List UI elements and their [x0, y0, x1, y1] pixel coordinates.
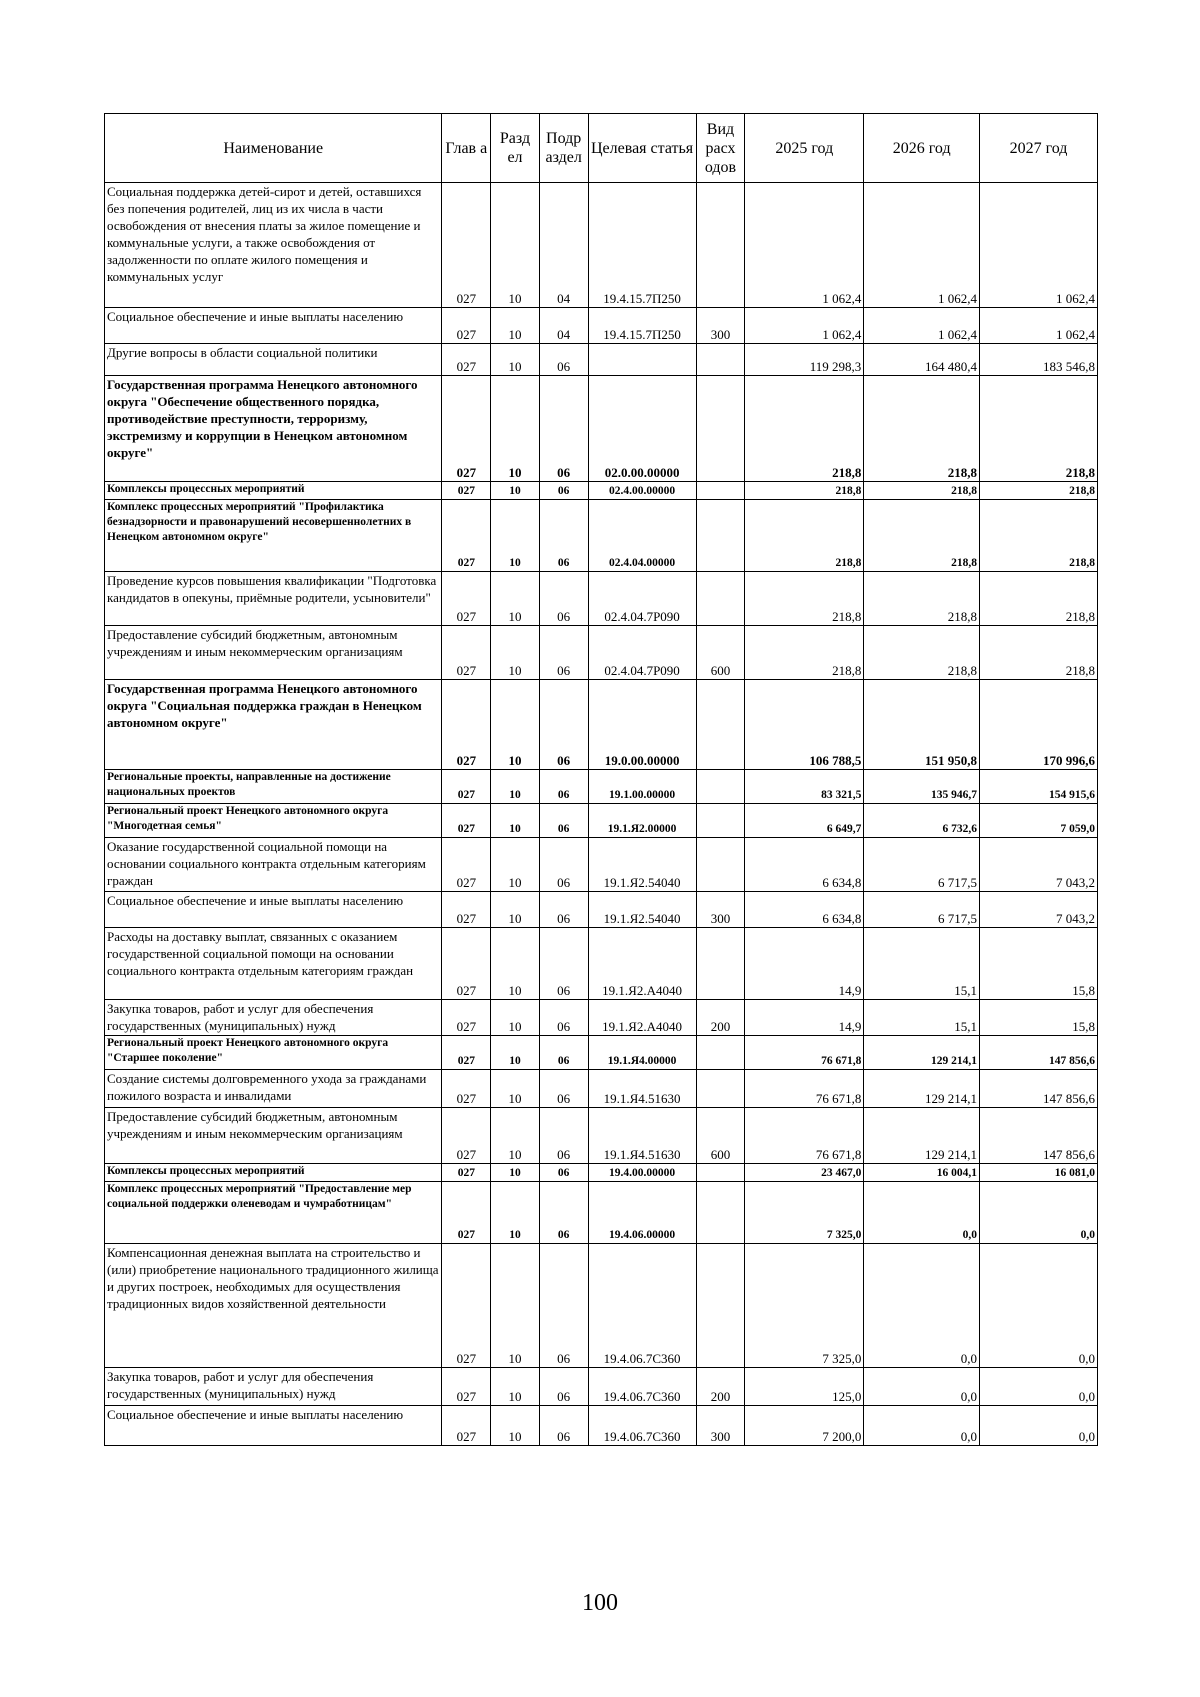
cell-2026: 129 214,1	[864, 1108, 980, 1164]
header-name: Наименование	[105, 114, 442, 183]
cell-name: Социальная поддержка детей-сирот и детей, оставшихся без попечения родителей, лиц из их числа в части освобождения от внесения платы за жилое помещение и коммунальные услуги, а также освобождения от задолженности по оплате жилого помещения и коммунальных услуг	[105, 183, 442, 308]
cell-expense-type: 200	[696, 1000, 745, 1036]
cell-2026: 6 732,6	[864, 804, 980, 838]
cell-subsection: 06	[539, 626, 588, 680]
cell-target: 19.4.15.7П250	[588, 308, 696, 344]
cell-2026: 0,0	[864, 1182, 980, 1244]
cell-2026: 135 946,7	[864, 770, 980, 804]
cell-2025: 218,8	[745, 626, 864, 680]
cell-chapter: 027	[442, 376, 491, 482]
cell-chapter: 027	[442, 1164, 491, 1182]
cell-2027: 0,0	[980, 1406, 1098, 1446]
cell-expense-type	[696, 680, 745, 770]
cell-2027: 1 062,4	[980, 183, 1098, 308]
cell-2026: 1 062,4	[864, 308, 980, 344]
cell-2027: 7 043,2	[980, 892, 1098, 928]
cell-subsection: 06	[539, 928, 588, 1000]
cell-2026: 15,1	[864, 928, 980, 1000]
cell-chapter: 027	[442, 344, 491, 376]
cell-subsection: 06	[539, 376, 588, 482]
cell-chapter: 027	[442, 308, 491, 344]
cell-name: Предоставление субсидий бюджетным, автономным учреждениям и иным некоммерческим организациям	[105, 1108, 442, 1164]
table-row	[105, 838, 1098, 892]
cell-subsection: 06	[539, 500, 588, 572]
cell-subsection: 06	[539, 1368, 588, 1406]
cell-section: 10	[491, 928, 540, 1000]
cell-name: Региональный проект Ненецкого автономного округа "Старшее поколение"	[105, 1036, 442, 1070]
cell-2025: 6 649,7	[745, 804, 864, 838]
table-body	[105, 183, 1098, 1446]
cell-2026: 129 214,1	[864, 1070, 980, 1108]
cell-expense-type	[696, 1036, 745, 1070]
cell-2027: 7 059,0	[980, 804, 1098, 838]
cell-2026: 218,8	[864, 482, 980, 500]
table-row	[105, 1070, 1098, 1108]
cell-subsection: 06	[539, 770, 588, 804]
cell-2026: 129 214,1	[864, 1036, 980, 1070]
cell-2026: 6 717,5	[864, 892, 980, 928]
cell-expense-type	[696, 928, 745, 1000]
cell-target: 19.1.Я2.А4040	[588, 928, 696, 1000]
cell-expense-type	[696, 183, 745, 308]
cell-2026: 0,0	[864, 1406, 980, 1446]
cell-target: 02.0.00.00000	[588, 376, 696, 482]
table-row	[105, 376, 1098, 482]
cell-2025: 23 467,0	[745, 1164, 864, 1182]
header-section: Разд ел	[491, 114, 540, 183]
cell-2027: 170 996,6	[980, 680, 1098, 770]
cell-chapter: 027	[442, 680, 491, 770]
cell-subsection: 06	[539, 482, 588, 500]
cell-expense-type	[696, 572, 745, 626]
cell-subsection: 06	[539, 1000, 588, 1036]
cell-name: Закупка товаров, работ и услуг для обеспечения государственных (муниципальных) нужд	[105, 1000, 442, 1036]
cell-2025: 6 634,8	[745, 838, 864, 892]
cell-section: 10	[491, 308, 540, 344]
table-row	[105, 1036, 1098, 1070]
cell-2025: 76 671,8	[745, 1036, 864, 1070]
table-row	[105, 680, 1098, 770]
cell-target: 19.1.Я4.51630	[588, 1070, 696, 1108]
cell-section: 10	[491, 376, 540, 482]
cell-2025: 1 062,4	[745, 308, 864, 344]
cell-target: 19.1.Я2.А4040	[588, 1000, 696, 1036]
cell-name: Компенсационная денежная выплата на строительство и (или) приобретение национального традиционного жилища и других построек, необходимых для осуществления традиционных видов хозяйственной деятельности	[105, 1244, 442, 1368]
cell-name: Комплексы процессных мероприятий	[105, 482, 442, 500]
cell-target: 19.1.Я4.51630	[588, 1108, 696, 1164]
table-row	[105, 626, 1098, 680]
cell-2025: 218,8	[745, 500, 864, 572]
cell-chapter: 027	[442, 572, 491, 626]
cell-expense-type	[696, 344, 745, 376]
cell-2026: 0,0	[864, 1368, 980, 1406]
header-chapter: Глав а	[442, 114, 491, 183]
cell-2027: 147 856,6	[980, 1036, 1098, 1070]
cell-2025: 76 671,8	[745, 1070, 864, 1108]
cell-name: Государственная программа Ненецкого автономного округа "Социальная поддержка граждан в Ненецком автономном округе"	[105, 680, 442, 770]
cell-section: 10	[491, 1182, 540, 1244]
table-row	[105, 1244, 1098, 1368]
cell-target: 19.1.Я4.00000	[588, 1036, 696, 1070]
cell-expense-type: 200	[696, 1368, 745, 1406]
cell-subsection: 06	[539, 892, 588, 928]
cell-2026: 151 950,8	[864, 680, 980, 770]
cell-2026: 1 062,4	[864, 183, 980, 308]
cell-subsection: 06	[539, 1244, 588, 1368]
cell-chapter: 027	[442, 928, 491, 1000]
cell-2025: 106 788,5	[745, 680, 864, 770]
cell-2027: 154 915,6	[980, 770, 1098, 804]
cell-expense-type	[696, 1244, 745, 1368]
cell-name: Создание системы долговременного ухода за гражданами пожилого возраста и инвалидами	[105, 1070, 442, 1108]
cell-chapter: 027	[442, 482, 491, 500]
cell-2025: 119 298,3	[745, 344, 864, 376]
cell-section: 10	[491, 344, 540, 376]
cell-expense-type	[696, 500, 745, 572]
cell-2025: 7 325,0	[745, 1244, 864, 1368]
cell-target: 19.4.00.00000	[588, 1164, 696, 1182]
cell-2026: 0,0	[864, 1244, 980, 1368]
cell-2026: 6 717,5	[864, 838, 980, 892]
cell-chapter: 027	[442, 626, 491, 680]
cell-subsection: 06	[539, 804, 588, 838]
cell-name: Предоставление субсидий бюджетным, автономным учреждениям и иным некоммерческим организациям	[105, 626, 442, 680]
page-number: 100	[582, 1590, 618, 1616]
cell-target: 02.4.04.7Р090	[588, 626, 696, 680]
cell-2025: 6 634,8	[745, 892, 864, 928]
cell-2027: 1 062,4	[980, 308, 1098, 344]
cell-2025: 218,8	[745, 376, 864, 482]
cell-chapter: 027	[442, 1368, 491, 1406]
cell-section: 10	[491, 1368, 540, 1406]
cell-expense-type: 300	[696, 308, 745, 344]
table-row	[105, 1182, 1098, 1244]
table-row	[105, 482, 1098, 500]
cell-2025: 125,0	[745, 1368, 864, 1406]
cell-chapter: 027	[442, 1244, 491, 1368]
cell-section: 10	[491, 1164, 540, 1182]
cell-2027: 218,8	[980, 482, 1098, 500]
cell-name: Социальное обеспечение и иные выплаты населению	[105, 1406, 442, 1446]
table-row	[105, 572, 1098, 626]
cell-2025: 76 671,8	[745, 1108, 864, 1164]
cell-2027: 0,0	[980, 1244, 1098, 1368]
cell-section: 10	[491, 892, 540, 928]
cell-name: Комплекс процессных мероприятий "Профилактика безнадзорности и правонарушений несовершеннолетних в Ненецком автономном округе"	[105, 500, 442, 572]
cell-target: 19.0.00.00000	[588, 680, 696, 770]
cell-subsection: 06	[539, 1036, 588, 1070]
cell-2027: 218,8	[980, 572, 1098, 626]
cell-chapter: 027	[442, 1036, 491, 1070]
header-target: Целевая статья	[588, 114, 696, 183]
cell-target: 19.4.06.00000	[588, 1182, 696, 1244]
table-row	[105, 183, 1098, 308]
table-row	[105, 1164, 1098, 1182]
table-row	[105, 1000, 1098, 1036]
cell-2027: 218,8	[980, 500, 1098, 572]
cell-2027: 0,0	[980, 1182, 1098, 1244]
cell-target: 19.1.00.00000	[588, 770, 696, 804]
cell-2027: 147 856,6	[980, 1108, 1098, 1164]
cell-name: Оказание государственной социальной помощи на основании социального контракта отдельным категориям граждан	[105, 838, 442, 892]
table-row	[105, 1108, 1098, 1164]
table-row	[105, 1368, 1098, 1406]
cell-name: Комплекс процессных мероприятий "Предоставление мер социальной поддержки оленеводам и чумработницам"	[105, 1182, 442, 1244]
cell-name: Социальное обеспечение и иные выплаты населению	[105, 308, 442, 344]
cell-section: 10	[491, 1000, 540, 1036]
cell-expense-type	[696, 482, 745, 500]
cell-target: 02.4.04.7Р090	[588, 572, 696, 626]
cell-expense-type: 300	[696, 1406, 745, 1446]
cell-expense-type	[696, 804, 745, 838]
cell-chapter: 027	[442, 500, 491, 572]
cell-subsection: 06	[539, 572, 588, 626]
cell-subsection: 06	[539, 344, 588, 376]
cell-section: 10	[491, 183, 540, 308]
cell-section: 10	[491, 1244, 540, 1368]
cell-2027: 183 546,8	[980, 344, 1098, 376]
cell-2025: 7 200,0	[745, 1406, 864, 1446]
cell-expense-type	[696, 376, 745, 482]
cell-2027: 147 856,6	[980, 1070, 1098, 1108]
cell-chapter: 027	[442, 1182, 491, 1244]
cell-2027: 15,8	[980, 928, 1098, 1000]
cell-2026: 218,8	[864, 572, 980, 626]
cell-2027: 16 081,0	[980, 1164, 1098, 1182]
cell-name: Комплексы процессных мероприятий	[105, 1164, 442, 1182]
cell-subsection: 06	[539, 1406, 588, 1446]
cell-target: 19.1.Я2.54040	[588, 892, 696, 928]
header-subsection: Подр аздел	[539, 114, 588, 183]
cell-subsection: 06	[539, 680, 588, 770]
cell-2025: 83 321,5	[745, 770, 864, 804]
cell-target: 19.1.Я2.00000	[588, 804, 696, 838]
cell-section: 10	[491, 1070, 540, 1108]
cell-subsection: 06	[539, 1108, 588, 1164]
cell-subsection: 06	[539, 1182, 588, 1244]
cell-2025: 14,9	[745, 928, 864, 1000]
cell-2025: 14,9	[745, 1000, 864, 1036]
cell-section: 10	[491, 804, 540, 838]
cell-expense-type	[696, 1164, 745, 1182]
cell-section: 10	[491, 838, 540, 892]
cell-target: 19.1.Я2.54040	[588, 838, 696, 892]
cell-2027: 218,8	[980, 376, 1098, 482]
cell-section: 10	[491, 500, 540, 572]
cell-name: Социальное обеспечение и иные выплаты населению	[105, 892, 442, 928]
cell-2027: 218,8	[980, 626, 1098, 680]
cell-2026: 16 004,1	[864, 1164, 980, 1182]
cell-2025: 1 062,4	[745, 183, 864, 308]
table-row	[105, 892, 1098, 928]
cell-expense-type	[696, 838, 745, 892]
cell-target: 02.4.04.00000	[588, 500, 696, 572]
cell-expense-type: 600	[696, 1108, 745, 1164]
cell-target: 19.4.06.7С360	[588, 1244, 696, 1368]
cell-expense-type	[696, 1070, 745, 1108]
cell-section: 10	[491, 1108, 540, 1164]
cell-subsection: 06	[539, 838, 588, 892]
budget-table	[104, 113, 1098, 1446]
table-row	[105, 308, 1098, 344]
cell-chapter: 027	[442, 838, 491, 892]
cell-2025: 7 325,0	[745, 1182, 864, 1244]
cell-subsection: 04	[539, 183, 588, 308]
cell-chapter: 027	[442, 892, 491, 928]
header-2026: 2026 год	[864, 114, 980, 183]
cell-chapter: 027	[442, 183, 491, 308]
cell-target: 19.4.06.7С360	[588, 1368, 696, 1406]
cell-name: Региональный проект Ненецкого автономного округа "Многодетная семья"	[105, 804, 442, 838]
cell-2027: 0,0	[980, 1368, 1098, 1406]
cell-section: 10	[491, 1036, 540, 1070]
cell-name: Расходы на доставку выплат, связанных с оказанием государственной социальной помощи на основании социального контракта отдельным категориям граждан	[105, 928, 442, 1000]
table-row	[105, 344, 1098, 376]
cell-subsection: 04	[539, 308, 588, 344]
cell-section: 10	[491, 626, 540, 680]
cell-target: 19.4.06.7С360	[588, 1406, 696, 1446]
cell-expense-type: 300	[696, 892, 745, 928]
cell-expense-type: 600	[696, 626, 745, 680]
cell-chapter: 027	[442, 804, 491, 838]
table-row	[105, 804, 1098, 838]
table-header-row	[105, 114, 1098, 183]
cell-2027: 7 043,2	[980, 838, 1098, 892]
cell-target	[588, 344, 696, 376]
cell-chapter: 027	[442, 1406, 491, 1446]
table-row	[105, 1406, 1098, 1446]
header-2025: 2025 год	[745, 114, 864, 183]
table-row	[105, 770, 1098, 804]
table-row	[105, 928, 1098, 1000]
cell-section: 10	[491, 1406, 540, 1446]
cell-subsection: 06	[539, 1070, 588, 1108]
cell-target: 19.4.15.7П250	[588, 183, 696, 308]
cell-target: 02.4.00.00000	[588, 482, 696, 500]
cell-2027: 15,8	[980, 1000, 1098, 1036]
cell-name: Другие вопросы в области социальной политики	[105, 344, 442, 376]
cell-name: Государственная программа Ненецкого автономного округа "Обеспечение общественного порядка, противодействие преступности, терроризму, экстремизму и коррупции в Ненецком автономном округе"	[105, 376, 442, 482]
cell-2025: 218,8	[745, 482, 864, 500]
cell-2026: 218,8	[864, 376, 980, 482]
cell-expense-type	[696, 1182, 745, 1244]
cell-chapter: 027	[442, 770, 491, 804]
cell-name: Закупка товаров, работ и услуг для обеспечения государственных (муниципальных) нужд	[105, 1368, 442, 1406]
cell-section: 10	[491, 680, 540, 770]
table-row	[105, 500, 1098, 572]
cell-section: 10	[491, 770, 540, 804]
cell-2026: 218,8	[864, 626, 980, 680]
cell-2026: 218,8	[864, 500, 980, 572]
cell-name: Проведение курсов повышения квалификации "Подготовка кандидатов в опекуны, приёмные родители, усыновители"	[105, 572, 442, 626]
cell-2025: 218,8	[745, 572, 864, 626]
cell-section: 10	[491, 572, 540, 626]
header-expense-type: Вид расх одов	[696, 114, 745, 183]
cell-2026: 164 480,4	[864, 344, 980, 376]
cell-2026: 15,1	[864, 1000, 980, 1036]
cell-expense-type	[696, 770, 745, 804]
cell-subsection: 06	[539, 1164, 588, 1182]
cell-chapter: 027	[442, 1108, 491, 1164]
header-2027: 2027 год	[980, 114, 1098, 183]
cell-name: Региональные проекты, направленные на достижение национальных проектов	[105, 770, 442, 804]
cell-chapter: 027	[442, 1070, 491, 1108]
cell-chapter: 027	[442, 1000, 491, 1036]
cell-section: 10	[491, 482, 540, 500]
